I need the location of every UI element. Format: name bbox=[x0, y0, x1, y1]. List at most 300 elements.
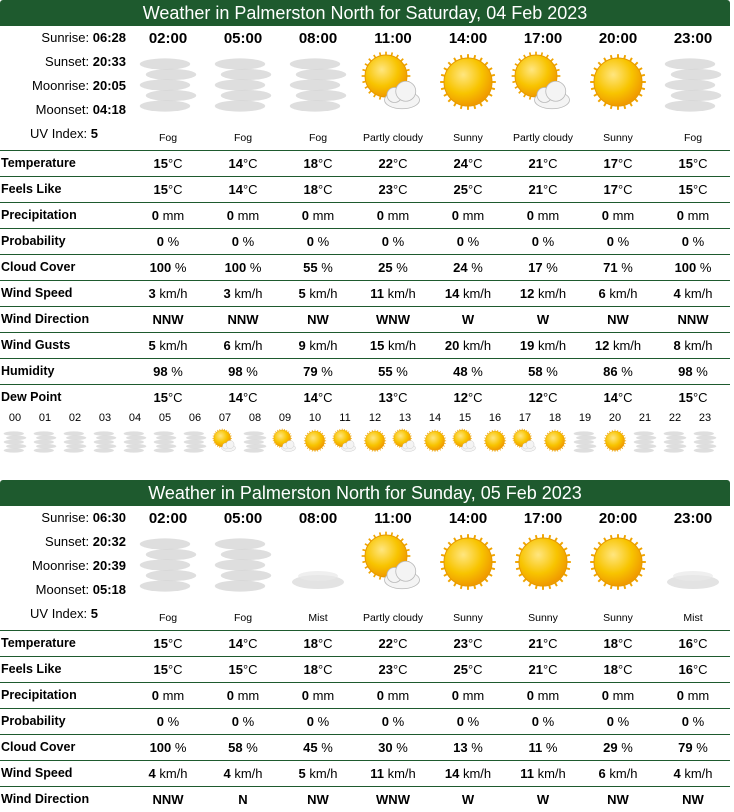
metric-unit: °C bbox=[318, 662, 333, 677]
metric-row bbox=[0, 786, 730, 812]
moonrise-value: 20:39 bbox=[93, 558, 126, 573]
metric-unit: °C bbox=[318, 156, 333, 171]
metric-number: NNW bbox=[227, 312, 258, 327]
metric-unit: % bbox=[164, 714, 179, 729]
fog-icon bbox=[121, 428, 149, 456]
metric-number: 9 bbox=[298, 338, 305, 353]
metric-number: 0 bbox=[227, 688, 234, 703]
sunset-value: 20:32 bbox=[93, 534, 126, 549]
sun-icon bbox=[481, 428, 509, 456]
condition-label: Mist bbox=[658, 612, 728, 624]
metric-unit: % bbox=[468, 260, 483, 275]
hour-column bbox=[508, 506, 578, 630]
sunrise-label: Sunrise: bbox=[41, 30, 89, 45]
metric-unit: km/h bbox=[231, 286, 263, 301]
metric-value bbox=[358, 312, 428, 327]
metric-value bbox=[433, 208, 503, 223]
metric-number: 5 bbox=[298, 286, 305, 301]
metric-label: Probability bbox=[1, 234, 66, 248]
metric-unit: mm bbox=[384, 688, 409, 703]
metric-value bbox=[208, 234, 278, 249]
forecast-time: 17:00 bbox=[508, 30, 578, 47]
metric-unit: % bbox=[468, 364, 483, 379]
metric-number: 4 bbox=[148, 766, 155, 781]
metric-number: 4 bbox=[223, 766, 230, 781]
metric-unit: °C bbox=[393, 156, 408, 171]
metric-value bbox=[508, 156, 578, 171]
metric-value bbox=[658, 234, 728, 249]
metric-value bbox=[208, 312, 278, 327]
metric-unit: % bbox=[393, 364, 408, 379]
metric-number: NW bbox=[682, 792, 704, 807]
metric-unit: °C bbox=[393, 390, 408, 405]
metric-number: 18 bbox=[303, 182, 317, 197]
metric-row bbox=[0, 656, 730, 682]
metric-number: 0 bbox=[532, 714, 539, 729]
metric-unit: % bbox=[618, 364, 633, 379]
partly-cloudy-icon bbox=[451, 428, 479, 456]
metric-unit: km/h bbox=[459, 338, 491, 353]
hour-label: 07 bbox=[210, 412, 240, 424]
condition-label: Fog bbox=[658, 132, 728, 144]
metric-number: 45 bbox=[303, 740, 317, 755]
partly-cloudy-icon bbox=[511, 428, 539, 456]
metric-unit: % bbox=[393, 740, 408, 755]
metric-number: N bbox=[238, 792, 247, 807]
metric-unit: % bbox=[314, 714, 329, 729]
metric-number: 100 bbox=[225, 260, 247, 275]
metric-unit: mm bbox=[534, 208, 559, 223]
metric-unit: mm bbox=[459, 208, 484, 223]
metric-unit: % bbox=[539, 234, 554, 249]
metric-value bbox=[208, 766, 278, 781]
metric-value bbox=[583, 182, 653, 197]
mist-icon bbox=[658, 530, 728, 600]
sun-icon bbox=[421, 428, 449, 456]
day-header: Weather in Palmerston North for Saturday, 04 Feb 2023 bbox=[0, 0, 730, 26]
metric-value bbox=[208, 338, 278, 353]
metric-unit: km/h bbox=[609, 338, 641, 353]
condition-label: Partly cloudy bbox=[508, 132, 578, 144]
metric-unit: mm bbox=[159, 688, 184, 703]
metric-unit: °C bbox=[243, 156, 258, 171]
metric-unit: % bbox=[696, 260, 711, 275]
hour-column bbox=[658, 26, 728, 150]
forecast-time: 23:00 bbox=[658, 510, 728, 527]
uv-label: UV Index: bbox=[30, 126, 87, 141]
metric-number: 14 bbox=[445, 286, 459, 301]
metric-unit: °C bbox=[693, 636, 708, 651]
metric-unit: % bbox=[318, 740, 333, 755]
metric-unit: °C bbox=[468, 390, 483, 405]
metric-value bbox=[583, 390, 653, 405]
metric-unit: % bbox=[543, 260, 558, 275]
metric-value bbox=[208, 688, 278, 703]
fog-icon bbox=[181, 428, 209, 456]
metric-unit: °C bbox=[543, 662, 558, 677]
metric-label: Wind Speed bbox=[1, 286, 72, 300]
metric-label: Probability bbox=[1, 714, 66, 728]
metric-number: 15 bbox=[153, 156, 167, 171]
metric-label: Feels Like bbox=[1, 662, 61, 676]
metric-value bbox=[508, 208, 578, 223]
sun-icon bbox=[541, 428, 569, 456]
metric-unit: km/h bbox=[534, 338, 566, 353]
metric-unit: mm bbox=[309, 688, 334, 703]
metric-unit: km/h bbox=[156, 338, 188, 353]
metric-value bbox=[508, 390, 578, 405]
metric-unit: mm bbox=[459, 688, 484, 703]
fog-icon bbox=[691, 428, 719, 456]
forecast-time: 11:00 bbox=[358, 510, 428, 527]
metric-value bbox=[508, 766, 578, 781]
condition-label: Mist bbox=[283, 612, 353, 624]
sunrise-value: 06:28 bbox=[93, 30, 126, 45]
sunset-row bbox=[45, 54, 126, 69]
metric-row bbox=[0, 176, 730, 202]
hour-column bbox=[358, 506, 428, 630]
sunrise-row bbox=[41, 510, 126, 525]
metric-value bbox=[283, 182, 353, 197]
astronomy-and-hours bbox=[0, 506, 730, 630]
metric-label: Temperature bbox=[1, 636, 76, 650]
metric-value bbox=[133, 182, 203, 197]
metric-unit: °C bbox=[693, 182, 708, 197]
metric-label: Wind Direction bbox=[1, 792, 89, 806]
hour-label: 14 bbox=[420, 412, 450, 424]
moonset-label: Moonset: bbox=[36, 102, 89, 117]
metric-unit: °C bbox=[693, 156, 708, 171]
metric-row bbox=[0, 280, 730, 306]
metric-value bbox=[508, 260, 578, 275]
metric-unit: °C bbox=[468, 156, 483, 171]
metric-number: 0 bbox=[152, 688, 159, 703]
metric-value bbox=[508, 338, 578, 353]
metric-row bbox=[0, 734, 730, 760]
metric-number: 0 bbox=[232, 234, 239, 249]
metric-number: 0 bbox=[232, 714, 239, 729]
metric-number: W bbox=[537, 312, 549, 327]
fog-icon bbox=[208, 50, 278, 120]
metric-value bbox=[133, 390, 203, 405]
metric-number: 0 bbox=[677, 688, 684, 703]
metric-number: 16 bbox=[678, 662, 692, 677]
metric-value bbox=[133, 688, 203, 703]
hour-column bbox=[583, 26, 653, 150]
metric-number: 12 bbox=[520, 286, 534, 301]
astronomy-and-hours bbox=[0, 26, 730, 150]
metric-unit: °C bbox=[243, 390, 258, 405]
sunset-value: 20:33 bbox=[93, 54, 126, 69]
metric-unit: % bbox=[318, 260, 333, 275]
metric-row bbox=[0, 682, 730, 708]
metric-unit: °C bbox=[618, 182, 633, 197]
fog-icon bbox=[283, 50, 353, 120]
metric-row bbox=[0, 332, 730, 358]
metric-value bbox=[658, 740, 728, 755]
metric-number: 17 bbox=[603, 182, 617, 197]
metric-unit: % bbox=[614, 714, 629, 729]
metric-unit: % bbox=[243, 740, 258, 755]
metric-value bbox=[658, 390, 728, 405]
metric-value bbox=[658, 662, 728, 677]
metric-value bbox=[133, 636, 203, 651]
metric-number: 17 bbox=[603, 156, 617, 171]
metric-value bbox=[133, 156, 203, 171]
metric-unit: °C bbox=[318, 390, 333, 405]
hour-column bbox=[583, 506, 653, 630]
metric-number: 14 bbox=[303, 390, 317, 405]
metric-value bbox=[508, 714, 578, 729]
hour-label: 02 bbox=[60, 412, 90, 424]
metric-number: 71 bbox=[603, 260, 617, 275]
metric-unit: km/h bbox=[459, 766, 491, 781]
metric-number: W bbox=[537, 792, 549, 807]
metric-number: 0 bbox=[532, 234, 539, 249]
metric-value bbox=[358, 688, 428, 703]
metric-number: 5 bbox=[148, 338, 155, 353]
metric-unit: km/h bbox=[156, 766, 188, 781]
metric-unit: °C bbox=[543, 156, 558, 171]
metric-value bbox=[433, 636, 503, 651]
metric-value bbox=[358, 234, 428, 249]
metric-value bbox=[583, 260, 653, 275]
metric-value bbox=[283, 364, 353, 379]
metric-number: 21 bbox=[528, 662, 542, 677]
metric-number: 15 bbox=[370, 338, 384, 353]
metric-unit: °C bbox=[243, 662, 258, 677]
metric-value bbox=[133, 740, 203, 755]
metric-unit: km/h bbox=[681, 766, 713, 781]
fog-icon bbox=[1, 428, 29, 456]
hour-column bbox=[133, 506, 203, 630]
metric-number: 14 bbox=[445, 766, 459, 781]
metric-number: 14 bbox=[228, 156, 242, 171]
forecast-time: 17:00 bbox=[508, 510, 578, 527]
hour-column bbox=[133, 26, 203, 150]
metric-value bbox=[358, 714, 428, 729]
metric-number: 48 bbox=[453, 364, 467, 379]
metric-number: W bbox=[462, 312, 474, 327]
metric-value bbox=[583, 636, 653, 651]
metric-value bbox=[508, 740, 578, 755]
metric-unit: % bbox=[243, 364, 258, 379]
hour-label: 11 bbox=[330, 412, 360, 424]
metric-number: 0 bbox=[377, 208, 384, 223]
metric-unit: °C bbox=[243, 182, 258, 197]
metric-unit: mm bbox=[609, 208, 634, 223]
metric-number: 0 bbox=[377, 688, 384, 703]
metric-number: 29 bbox=[603, 740, 617, 755]
hour-column bbox=[508, 26, 578, 150]
metric-number: 30 bbox=[378, 740, 392, 755]
fog-icon bbox=[31, 428, 59, 456]
metric-value bbox=[583, 156, 653, 171]
moonrise-row bbox=[32, 78, 126, 93]
fog-icon bbox=[133, 50, 203, 120]
metric-unit: km/h bbox=[681, 338, 713, 353]
moonrise-label: Moonrise: bbox=[32, 78, 89, 93]
metric-number: 21 bbox=[528, 156, 542, 171]
metric-value bbox=[433, 766, 503, 781]
metric-row bbox=[0, 150, 730, 176]
metric-unit: km/h bbox=[156, 286, 188, 301]
metric-number: 14 bbox=[228, 182, 242, 197]
hour-label: 10 bbox=[300, 412, 330, 424]
metric-unit: mm bbox=[309, 208, 334, 223]
metric-number: 55 bbox=[378, 364, 392, 379]
sun-icon bbox=[583, 50, 653, 120]
partly-cloudy-icon bbox=[358, 530, 428, 600]
metric-label: Wind Speed bbox=[1, 766, 72, 780]
metric-unit: °C bbox=[543, 390, 558, 405]
metric-unit: km/h bbox=[534, 286, 566, 301]
metric-number: 15 bbox=[678, 156, 692, 171]
metric-number: 0 bbox=[157, 714, 164, 729]
metric-number: 22 bbox=[378, 636, 392, 651]
metric-value bbox=[508, 636, 578, 651]
moonset-row bbox=[36, 582, 126, 597]
condition-label: Sunny bbox=[433, 612, 503, 624]
metric-value bbox=[283, 688, 353, 703]
metric-number: 6 bbox=[223, 338, 230, 353]
metric-unit: °C bbox=[318, 636, 333, 651]
moonset-row bbox=[36, 102, 126, 117]
metric-number: 55 bbox=[303, 260, 317, 275]
astronomy-panel bbox=[0, 26, 128, 150]
metric-value bbox=[433, 662, 503, 677]
metric-value bbox=[358, 286, 428, 301]
metric-unit: km/h bbox=[459, 286, 491, 301]
hour-column bbox=[208, 26, 278, 150]
metric-unit: km/h bbox=[231, 338, 263, 353]
metric-unit: % bbox=[543, 364, 558, 379]
forecast-time: 14:00 bbox=[433, 510, 503, 527]
metric-label: Dew Point bbox=[1, 390, 61, 404]
astronomy-panel bbox=[0, 506, 128, 630]
fog-icon bbox=[661, 428, 689, 456]
metric-number: 15 bbox=[153, 390, 167, 405]
metric-unit: % bbox=[693, 364, 708, 379]
metric-number: 25 bbox=[378, 260, 392, 275]
metric-value bbox=[283, 234, 353, 249]
fog-icon bbox=[61, 428, 89, 456]
metric-row bbox=[0, 630, 730, 656]
metric-value bbox=[433, 260, 503, 275]
metric-number: 98 bbox=[228, 364, 242, 379]
metric-number: 100 bbox=[150, 740, 172, 755]
metric-number: 98 bbox=[153, 364, 167, 379]
metric-unit: % bbox=[239, 234, 254, 249]
metric-unit: °C bbox=[468, 636, 483, 651]
metric-unit: % bbox=[618, 260, 633, 275]
metric-unit: % bbox=[468, 740, 483, 755]
metric-label: Cloud Cover bbox=[1, 260, 75, 274]
metric-number: NW bbox=[607, 312, 629, 327]
metric-value bbox=[658, 260, 728, 275]
hour-label: 00 bbox=[0, 412, 30, 424]
metric-number: 0 bbox=[607, 714, 614, 729]
metric-number: 100 bbox=[675, 260, 697, 275]
metric-number: 6 bbox=[598, 766, 605, 781]
metric-unit: % bbox=[693, 740, 708, 755]
forecast-time: 11:00 bbox=[358, 30, 428, 47]
fog-icon bbox=[658, 50, 728, 120]
hour-label: 20 bbox=[600, 412, 630, 424]
hour-column bbox=[433, 506, 503, 630]
metric-value bbox=[358, 390, 428, 405]
metric-value bbox=[583, 286, 653, 301]
metric-unit: °C bbox=[393, 182, 408, 197]
hour-label: 21 bbox=[630, 412, 660, 424]
metric-unit: °C bbox=[468, 182, 483, 197]
hour-label: 23 bbox=[690, 412, 720, 424]
metric-number: 4 bbox=[673, 286, 680, 301]
fog-icon bbox=[91, 428, 119, 456]
sunrise-value: 06:30 bbox=[93, 510, 126, 525]
metric-value bbox=[133, 766, 203, 781]
partly-cloudy-icon bbox=[271, 428, 299, 456]
hour-label: 03 bbox=[90, 412, 120, 424]
fog-icon bbox=[241, 428, 269, 456]
metric-number: 12 bbox=[595, 338, 609, 353]
uv-row bbox=[30, 606, 98, 621]
condition-label: Fog bbox=[133, 132, 203, 144]
metric-number: 0 bbox=[452, 688, 459, 703]
metric-label: Wind Direction bbox=[1, 312, 89, 326]
metric-number: 17 bbox=[528, 260, 542, 275]
metric-number: NW bbox=[607, 792, 629, 807]
metric-number: 21 bbox=[528, 182, 542, 197]
metric-unit: mm bbox=[234, 688, 259, 703]
metric-value bbox=[358, 766, 428, 781]
metric-unit: °C bbox=[243, 636, 258, 651]
condition-label: Partly cloudy bbox=[358, 132, 428, 144]
metric-number: 0 bbox=[457, 714, 464, 729]
metric-number: 100 bbox=[150, 260, 172, 275]
metric-number: 0 bbox=[227, 208, 234, 223]
moonrise-row bbox=[32, 558, 126, 573]
moonrise-value: 20:05 bbox=[93, 78, 126, 93]
metric-unit: % bbox=[393, 260, 408, 275]
metric-value bbox=[433, 286, 503, 301]
metric-number: 0 bbox=[682, 234, 689, 249]
metric-unit: km/h bbox=[534, 766, 566, 781]
metric-number: NNW bbox=[152, 312, 183, 327]
day-header: Weather in Palmerston North for Sunday, 05 Feb 2023 bbox=[0, 480, 730, 506]
metric-value bbox=[283, 338, 353, 353]
metric-number: 11 bbox=[370, 766, 384, 781]
uv-value: 5 bbox=[91, 126, 98, 141]
uv-value: 5 bbox=[91, 606, 98, 621]
metric-value bbox=[583, 338, 653, 353]
metric-number: 24 bbox=[453, 260, 467, 275]
hour-label: 18 bbox=[540, 412, 570, 424]
metric-unit: % bbox=[171, 740, 186, 755]
metric-value bbox=[658, 766, 728, 781]
metric-number: NNW bbox=[677, 312, 708, 327]
partly-cloudy-icon bbox=[211, 428, 239, 456]
metric-value bbox=[433, 688, 503, 703]
metric-value bbox=[583, 662, 653, 677]
metric-value bbox=[208, 364, 278, 379]
metric-value bbox=[133, 234, 203, 249]
metric-value bbox=[583, 312, 653, 327]
metric-number: 3 bbox=[148, 286, 155, 301]
metric-unit: °C bbox=[168, 156, 183, 171]
metric-unit: km/h bbox=[384, 766, 416, 781]
metric-unit: °C bbox=[168, 390, 183, 405]
